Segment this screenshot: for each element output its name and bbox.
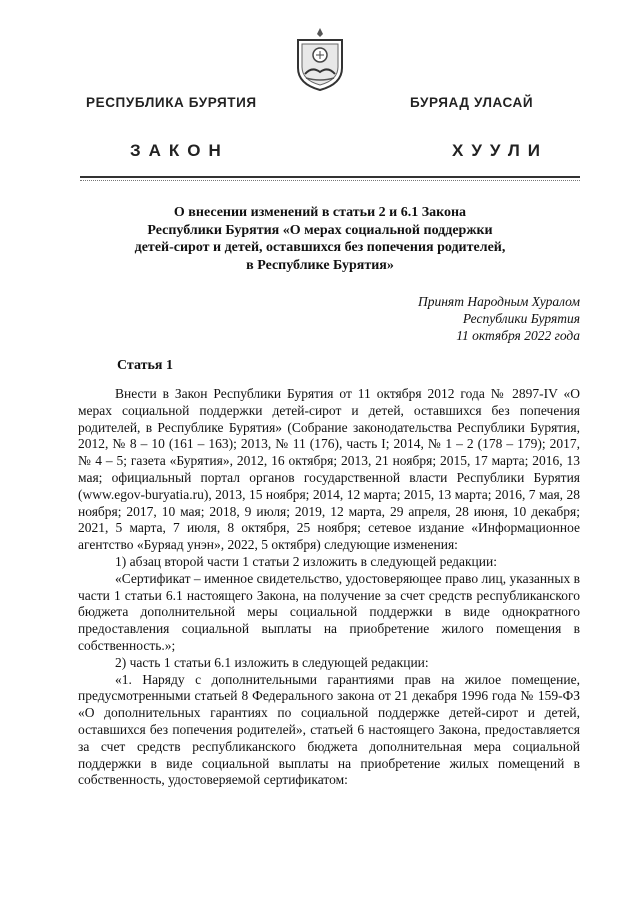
adoption-line: Принят Народным Хуралом	[417, 294, 580, 309]
body-paragraph: «Сертификат – именное свидетельство, удостоверяющее право лиц, указанных в части 1 статьи 6.1 настоящего Закона, на получение за счет средств республиканского бюджета дополнительной меры социальной поддержки в виде однократного предоставления социальной выплаты на приобретение жилого помещения в собственность.»;	[78, 570, 580, 653]
law-title-line: Республики Бурятия «О мерах социальной поддержки	[147, 222, 493, 238]
body-paragraph: 2) часть 1 статьи 6.1 изложить в следующей редакции:	[115, 654, 429, 670]
body-paragraph: «1. Наряду с дополнительными гарантиями прав на жилое помещение, предусмотренными статьей 8 Федерального закона от 21 декабря 1996 года № 159-ФЗ «О дополнительных гарантиях по социальной поддержке детей-сирот и детей, оставшихся без попечения родителей», статьей 6 настоящего Закона, предоставляется за счет средств республиканского бюджета дополнительная мера социальной поддержки в виде социальной выплаты на приобретение жилых помещений в собственность, удостоверяемой сертификатом:	[78, 671, 580, 788]
republic-name-russian: РЕСПУБЛИКА БУРЯТИЯ	[86, 95, 257, 110]
law-label-russian: ЗАКОН	[130, 141, 229, 160]
body-paragraph: Внести в Закон Республики Бурятия от 11 октября 2012 года № 2897-IV «О мерах социальной поддержки детей-сирот и детей, оставшихся без попечения родителей, в Республике Бурятия» (Собрание законодательства Республики Бурятия, 2012, № 8 – 10 (161 – 163); 2013, № 11 (176), часть I; 2014, № 1 – 2 (178 – 179); 2017, № 4 – 5; газета «Бурятия», 2012, 16 октября; 2013, 21 ноября; 2015, 17 марта; 2016, 13 мая; официальный портал органов государственной власти Республики Бурятия (www.egov-buryatia.ru), 2013, 15 ноября; 2014, 12 марта; 2015, 13 марта; 2016, 7 мая, 28 ноября; 2017, 10 мая; 2018, 9 июля; 2019, 12 марта, 29 апреля, 28 июня, 10 декабря; 2021, 5 марта, 7 июля, 8 октября, 25 ноября; сетевое издание «Информационное агентство «Буряад унэн», 2022, 5 октября) следующие изменения:	[78, 386, 580, 553]
header-divider-dotted	[80, 180, 580, 181]
article-body	[78, 386, 580, 789]
republic-emblem-icon	[292, 24, 348, 94]
adoption-line: Республики Бурятия	[462, 311, 580, 326]
article-heading: Статья 1	[117, 358, 173, 373]
law-title	[95, 204, 545, 274]
law-title-line: в Республике Бурятия»	[246, 257, 394, 273]
law-label-buryat: ХУУЛИ	[452, 141, 548, 160]
law-title-line: детей-сирот и детей, оставшихся без попечения родителей,	[134, 240, 506, 255]
republic-name-buryat: БУРЯАД УЛАСАЙ	[410, 95, 534, 110]
adoption-date: 11 октября 2022 года	[456, 328, 580, 343]
header-divider	[80, 176, 580, 178]
adoption-note	[418, 293, 580, 344]
body-paragraph: 1) абзац второй части 1 статьи 2 изложить в следующей редакции:	[115, 553, 497, 569]
law-title-line: О внесении изменений в статьи 2 и 6.1 Закона	[173, 205, 467, 220]
